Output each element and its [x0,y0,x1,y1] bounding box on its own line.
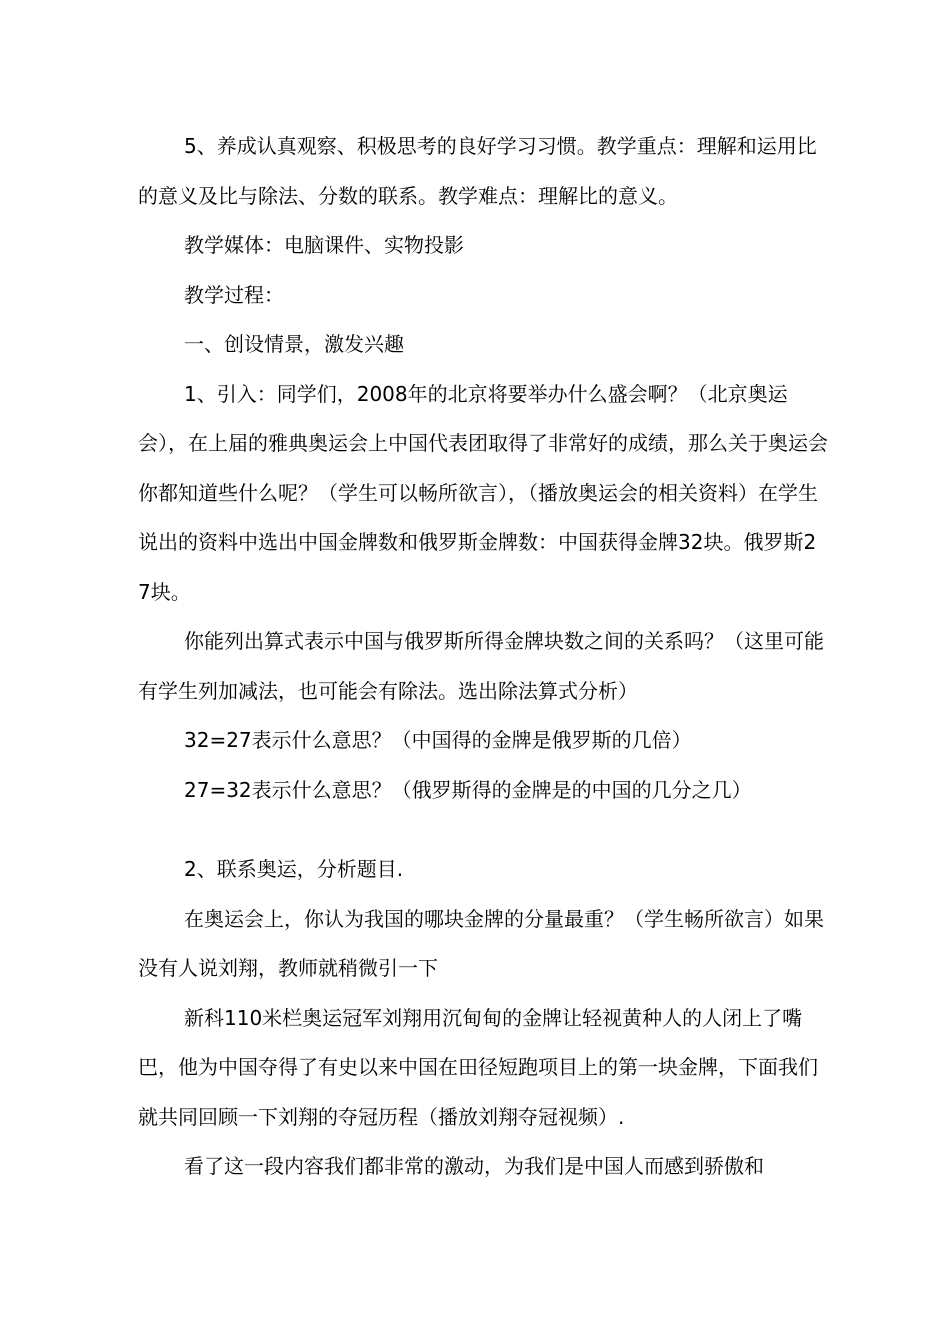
paragraph-question-relation: 你能列出算式表示中国与俄罗斯所得金牌块数之间的关系吗？（这里可能有学生列加减法，也可能会有除法。选出除法算式分析） [138,629,824,703]
paragraph-liu-xiang: 新科110米栏奥运冠军刘翔用沉甸甸的金牌让轻视黄种人的人闭上了嘴巴，他为中国夺得了有史以来中国在田径短跑项目上的第一块金牌，下面我们就共同回顾一下刘翔的夺冠历程（播放刘翔夺冠视频）. [138,1005,818,1129]
paragraph-heaviest-medal: 在奥运会上，你认为我国的哪块金牌的分量最重？（学生畅所欲言）如果没有人说刘翔，教师就稍微引一下 [138,906,824,980]
paragraph-conclusion: 看了这一段内容我们都非常的激动，为我们是中国人而感到骄傲和 [184,1154,764,1178]
section-heading-scenario: 一、创设情景，激发兴趣 [184,332,404,356]
paragraph-teaching-process-heading: 教学过程： [184,282,284,307]
paragraph-introduction: 1、引入：同学们，2008年的北京将要举办什么盛会啊？（北京奥运会），在上届的雅典奥运会上中国代表团取得了非常好的成绩，那么关于奥运会你都知道些什么呢？（学生可以畅所欲言），（播放奥运会的相关资料）在学生说出的资料中选出中国金牌数和俄罗斯金牌数：中国获得金牌32块。俄罗斯27块。 [138,381,828,604]
paragraph-formula-2: 27=32表示什么意思？（俄罗斯得的金牌是的中国的几分之几） [184,777,752,802]
document-body [138,122,828,1192]
section-heading-olympics: 2、联系奥运，分析题目. [184,857,404,881]
paragraph-teaching-media: 教学媒体：电脑课件、实物投影 [184,233,464,257]
paragraph-formula-1: 32=27表示什么意思？（中国得的金牌是俄罗斯的几倍） [184,728,692,752]
paragraph-teaching-goals: 5、养成认真观察、积极思考的良好学习习惯。教学重点：理解和运用比的意义及比与除法、分数的联系。教学难点：理解比的意义。 [138,134,817,208]
